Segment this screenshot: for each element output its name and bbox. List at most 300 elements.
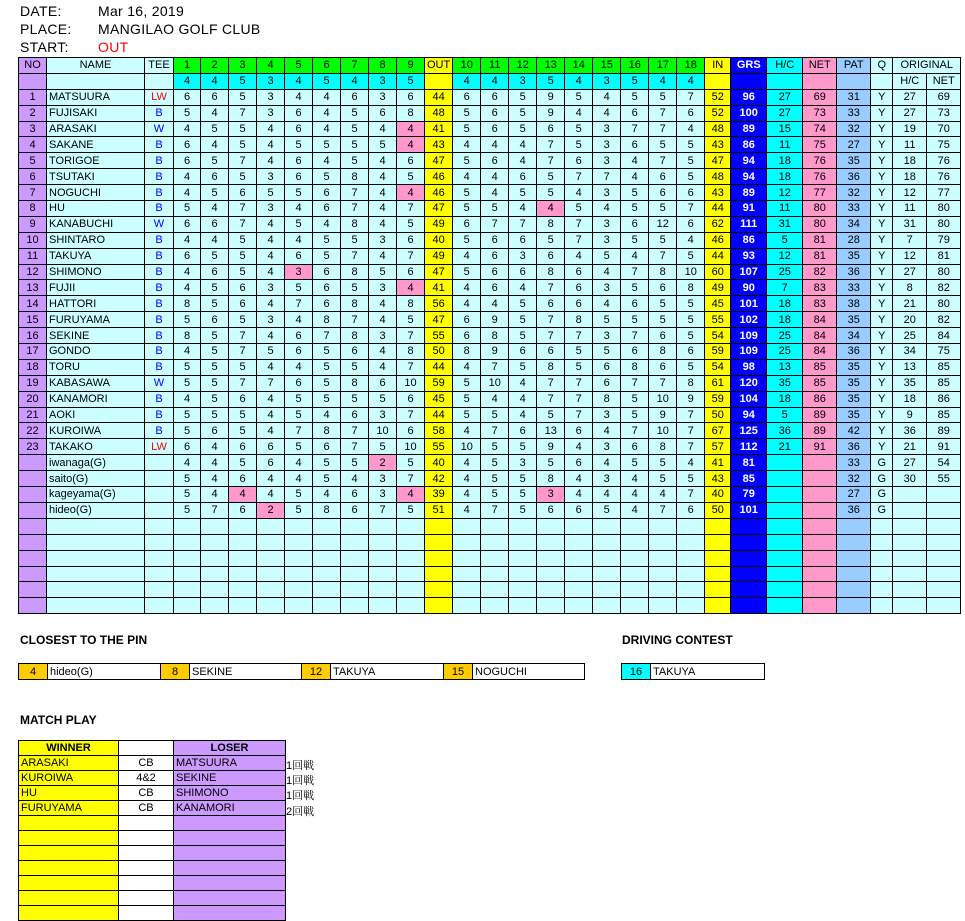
empty-hc [767, 550, 803, 566]
col-orig-hc-header: H/C [893, 73, 927, 89]
hole-header: 10 [453, 58, 481, 74]
player-row [19, 280, 961, 296]
col-original-header: ORIGINAL [893, 58, 961, 74]
hole-score: 4 [621, 248, 649, 264]
match-empty-row [19, 846, 286, 861]
player-grs: 79 [731, 487, 767, 503]
match-empty-result [119, 876, 174, 891]
hole-score: 9 [537, 105, 565, 121]
hole-score: 5 [313, 248, 341, 264]
hole-score: 6 [481, 105, 509, 121]
empty-grs [731, 566, 767, 582]
hole-score: 7 [397, 201, 425, 217]
hole-score: 4 [453, 137, 481, 153]
empty-net [803, 534, 837, 550]
match-empty-winner [19, 876, 119, 891]
hole-score: 7 [229, 375, 257, 391]
hole-score: 4 [453, 487, 481, 503]
player-tee: B [145, 407, 174, 423]
par-value: 5 [397, 73, 425, 89]
player-hc: 7 [767, 280, 803, 296]
hole-score: 8 [174, 296, 201, 312]
empty-hc [767, 582, 803, 598]
hole-score: 6 [397, 391, 425, 407]
empty-orig-hc [893, 550, 927, 566]
hole-score: 5 [509, 296, 537, 312]
hole-score: 5 [649, 471, 677, 487]
player-grs: 101 [731, 296, 767, 312]
player-out: 44 [425, 359, 453, 375]
hole-score: 5 [481, 407, 509, 423]
player-out: 46 [425, 169, 453, 185]
hole-score: 6 [481, 264, 509, 280]
player-out: 55 [425, 439, 453, 455]
empty-out [425, 566, 453, 582]
hole-score: 6 [285, 328, 313, 344]
hole-score: 5 [453, 185, 481, 201]
hole-score: 5 [201, 280, 229, 296]
player-no: 19 [19, 375, 47, 391]
player-in: 44 [705, 248, 731, 264]
player-q: Y [871, 232, 893, 248]
col-q-header: Q [871, 58, 893, 74]
hole-score: 3 [369, 328, 397, 344]
hole-score: 5 [677, 137, 705, 153]
empty-hole [649, 598, 677, 614]
player-hc: 11 [767, 201, 803, 217]
hole-score: 5 [174, 502, 201, 518]
player-in: 61 [705, 375, 731, 391]
hole-score: 6 [229, 439, 257, 455]
par-value: 4 [341, 73, 369, 89]
match-empty-loser [174, 906, 286, 921]
player-row [19, 137, 961, 153]
empty-in [705, 582, 731, 598]
player-hc: 18 [767, 296, 803, 312]
hole-score: 5 [341, 280, 369, 296]
hole-score: 5 [285, 487, 313, 503]
hole-score: 6 [481, 232, 509, 248]
player-name: HU [47, 201, 145, 217]
hole-score: 5 [621, 232, 649, 248]
player-orig-hc: 7 [893, 232, 927, 248]
empty-hole [649, 534, 677, 550]
driving-title: DRIVING CONTEST [622, 633, 733, 647]
hole-score: 6 [621, 137, 649, 153]
player-orig-net: 89 [927, 423, 961, 439]
hole-score: 7 [621, 264, 649, 280]
player-net [803, 455, 837, 471]
match-row [19, 756, 286, 771]
hole-score: 8 [341, 375, 369, 391]
player-pat: 27 [837, 137, 871, 153]
hole-score: 7 [229, 201, 257, 217]
hole-score: 4 [174, 232, 201, 248]
hole-score: 4 [369, 185, 397, 201]
player-no: 7 [19, 185, 47, 201]
hole-score: 4 [593, 296, 621, 312]
hole-score: 5 [453, 105, 481, 121]
hole-score: 5 [677, 169, 705, 185]
hole-score: 5 [453, 232, 481, 248]
scorecard-table [18, 57, 961, 614]
hole-score: 6 [397, 232, 425, 248]
empty-no [19, 566, 47, 582]
hole-score: 5 [174, 375, 201, 391]
empty-hole [537, 534, 565, 550]
player-out: 55 [425, 328, 453, 344]
player-net: 77 [803, 185, 837, 201]
hole-score: 3 [593, 439, 621, 455]
player-hc: 18 [767, 169, 803, 185]
hole-score: 5 [174, 312, 201, 328]
player-pat: 35 [837, 312, 871, 328]
hole-score: 8 [341, 264, 369, 280]
match-empty-row [19, 876, 286, 891]
hole-score: 5 [537, 185, 565, 201]
hole-score: 5 [677, 296, 705, 312]
hole-score: 8 [341, 328, 369, 344]
player-q: Y [871, 121, 893, 137]
player-grs: 93 [731, 248, 767, 264]
hole-score: 4 [453, 280, 481, 296]
hole-score: 5 [397, 455, 425, 471]
hole-score: 5 [397, 216, 425, 232]
hole-score: 3 [257, 89, 285, 105]
hole-score: 3 [593, 328, 621, 344]
hole-score: 4 [593, 455, 621, 471]
hole-score: 6 [565, 502, 593, 518]
player-net: 80 [803, 201, 837, 217]
empty-hole [593, 518, 621, 534]
player-net: 73 [803, 105, 837, 121]
player-q: Y [871, 105, 893, 121]
empty-row [19, 534, 961, 550]
player-net: 81 [803, 232, 837, 248]
player-orig-net: 85 [927, 375, 961, 391]
par-pat [837, 73, 871, 89]
hole-score: 8 [677, 375, 705, 391]
hole-score: 8 [341, 216, 369, 232]
player-tee: B [145, 264, 174, 280]
par-value: 3 [593, 73, 621, 89]
match-result: CB [119, 786, 174, 801]
hole-score: 6 [677, 185, 705, 201]
hole-score: 5 [313, 137, 341, 153]
player-in: 45 [705, 296, 731, 312]
hole-score: 7 [677, 487, 705, 503]
hole-score: 7 [649, 153, 677, 169]
empty-hc [767, 534, 803, 550]
player-no: 10 [19, 232, 47, 248]
player-orig-net: 77 [927, 185, 961, 201]
hole-score: 10 [397, 375, 425, 391]
col-no-header: NO [19, 58, 47, 74]
empty-hole [369, 518, 397, 534]
player-pat: 42 [837, 423, 871, 439]
player-in: 48 [705, 169, 731, 185]
place-value: MANGILAO GOLF CLUB [98, 21, 261, 37]
match-winner: FURUYAMA [19, 801, 119, 816]
player-name: iwanaga(G) [47, 455, 145, 471]
hole-score: 5 [509, 105, 537, 121]
hole-score: 6 [285, 344, 313, 360]
hole-score: 6 [257, 455, 285, 471]
hole-score: 7 [565, 232, 593, 248]
empty-hole [481, 566, 509, 582]
hole-score: 6 [481, 248, 509, 264]
player-tee: W [145, 375, 174, 391]
player-orig-net: 73 [927, 105, 961, 121]
hole-score: 5 [174, 471, 201, 487]
hole-score: 5 [201, 344, 229, 360]
empty-hole [313, 566, 341, 582]
hole-score: 4 [369, 201, 397, 217]
par-value: 4 [649, 73, 677, 89]
par-in [705, 73, 731, 89]
match-empty-winner [19, 831, 119, 846]
empty-hole [229, 534, 257, 550]
hole-score: 5 [565, 344, 593, 360]
hole-score: 3 [369, 487, 397, 503]
player-row [19, 105, 961, 121]
hole-score: 5 [621, 89, 649, 105]
player-out: 49 [425, 248, 453, 264]
player-net: 83 [803, 296, 837, 312]
hole-score: 4 [621, 169, 649, 185]
hole-score: 6 [537, 296, 565, 312]
empty-hole [229, 598, 257, 614]
player-grs: 100 [731, 105, 767, 121]
empty-hole [453, 566, 481, 582]
player-hc: 25 [767, 344, 803, 360]
par-value: 5 [229, 73, 257, 89]
hole-score: 7 [649, 121, 677, 137]
hole-score: 6 [174, 248, 201, 264]
hole-score: 8 [174, 328, 201, 344]
hole-score: 7 [593, 169, 621, 185]
hole-score: 8 [537, 264, 565, 280]
hole-score: 8 [621, 359, 649, 375]
player-orig-hc: 18 [893, 153, 927, 169]
empty-hole [593, 582, 621, 598]
empty-net [803, 566, 837, 582]
hole-score: 4 [313, 407, 341, 423]
hole-score: 7 [201, 502, 229, 518]
hole-score: 5 [509, 502, 537, 518]
empty-q [871, 534, 893, 550]
player-name: FURUYAMA [47, 312, 145, 328]
player-orig-net: 82 [927, 280, 961, 296]
hole-score: 7 [649, 375, 677, 391]
hole-score: 6 [201, 216, 229, 232]
hole-header: 13 [537, 58, 565, 74]
col-out-header: OUT [425, 58, 453, 74]
hole-score: 4 [649, 487, 677, 503]
hole-score: 5 [313, 359, 341, 375]
hole-score: 5 [565, 89, 593, 105]
empty-hole [565, 598, 593, 614]
hole-score: 6 [649, 185, 677, 201]
hole-score: 6 [649, 359, 677, 375]
player-row [19, 487, 961, 503]
empty-hole [537, 550, 565, 566]
player-no: 20 [19, 391, 47, 407]
hole-score: 5 [565, 137, 593, 153]
empty-hole [341, 550, 369, 566]
player-orig-hc: 27 [893, 264, 927, 280]
hole-score: 5 [174, 105, 201, 121]
hole-score: 6 [174, 216, 201, 232]
empty-hole [285, 566, 313, 582]
player-pat: 35 [837, 391, 871, 407]
player-q: Y [871, 328, 893, 344]
player-pat: 35 [837, 248, 871, 264]
hole-score: 8 [313, 423, 341, 439]
empty-grs [731, 582, 767, 598]
match-winner: KUROIWA [19, 771, 119, 786]
empty-hole [677, 598, 705, 614]
hole-score: 7 [621, 375, 649, 391]
hole-score: 4 [509, 375, 537, 391]
empty-hole [649, 550, 677, 566]
hole-score: 8 [649, 344, 677, 360]
empty-grs [731, 598, 767, 614]
player-grs: 81 [731, 455, 767, 471]
empty-row [19, 566, 961, 582]
col-hc-header: H/C [767, 58, 803, 74]
player-hc: 27 [767, 105, 803, 121]
hole-score: 3 [593, 137, 621, 153]
hole-score: 7 [649, 105, 677, 121]
hole-header: 4 [257, 58, 285, 74]
hole-score: 4 [257, 391, 285, 407]
hole-score: 7 [565, 375, 593, 391]
hole-score: 4 [201, 105, 229, 121]
empty-tee [145, 534, 174, 550]
player-out: 47 [425, 201, 453, 217]
hole-score: 6 [621, 344, 649, 360]
player-grs: 107 [731, 264, 767, 280]
match-loser: SHIMONO [174, 786, 286, 801]
hole-score: 6 [201, 423, 229, 439]
closest-name: TAKUYA [331, 664, 444, 680]
hole-score: 6 [509, 264, 537, 280]
player-no: 11 [19, 248, 47, 264]
empty-hole [453, 582, 481, 598]
hole-score: 3 [369, 471, 397, 487]
hole-score: 4 [285, 232, 313, 248]
player-out: 47 [425, 312, 453, 328]
hole-score: 6 [201, 312, 229, 328]
hole-score: 5 [481, 487, 509, 503]
hole-score: 5 [341, 153, 369, 169]
player-out: 42 [425, 471, 453, 487]
player-in: 54 [705, 359, 731, 375]
par-name [47, 73, 145, 89]
hole-score: 8 [537, 471, 565, 487]
hole-score: 5 [453, 153, 481, 169]
hole-score: 5 [229, 312, 257, 328]
empty-hole [509, 518, 537, 534]
match-empty-result [119, 831, 174, 846]
empty-in [705, 534, 731, 550]
player-grs: 125 [731, 423, 767, 439]
match-empty-row [19, 861, 286, 876]
hole-score: 4 [453, 423, 481, 439]
player-no [19, 487, 47, 503]
hole-score: 9 [481, 344, 509, 360]
hole-score: 5 [649, 232, 677, 248]
player-orig-hc: 30 [893, 471, 927, 487]
player-hc: 36 [767, 423, 803, 439]
hole-score: 6 [369, 375, 397, 391]
empty-hole [341, 598, 369, 614]
player-net: 89 [803, 423, 837, 439]
player-tee: B [145, 137, 174, 153]
empty-out [425, 598, 453, 614]
hole-score: 4 [481, 169, 509, 185]
empty-hole [537, 598, 565, 614]
player-row [19, 312, 961, 328]
hole-score: 4 [369, 344, 397, 360]
empty-net [803, 550, 837, 566]
empty-hc [767, 598, 803, 614]
player-no: 14 [19, 296, 47, 312]
hole-score: 6 [285, 105, 313, 121]
player-q: Y [871, 216, 893, 232]
hole-score: 3 [593, 121, 621, 137]
player-no: 17 [19, 344, 47, 360]
player-in: 50 [705, 502, 731, 518]
hole-score: 4 [257, 137, 285, 153]
hole-score: 5 [649, 312, 677, 328]
hole-score: 6 [621, 296, 649, 312]
match-loser: SEKINE [174, 771, 286, 786]
player-orig-hc: 27 [893, 455, 927, 471]
player-hc [767, 487, 803, 503]
player-orig-hc: 34 [893, 344, 927, 360]
empty-hole [565, 518, 593, 534]
empty-hole [201, 534, 229, 550]
player-net: 75 [803, 137, 837, 153]
empty-hole [453, 518, 481, 534]
hole-score: 7 [397, 359, 425, 375]
hole-score: 5 [509, 121, 537, 137]
hole-score: 6 [229, 502, 257, 518]
player-pat: 36 [837, 169, 871, 185]
hole-header: 9 [397, 58, 425, 74]
empty-hole [285, 598, 313, 614]
empty-grs [731, 534, 767, 550]
player-orig-hc: 9 [893, 407, 927, 423]
player-grs: 101 [731, 502, 767, 518]
hole-score: 4 [174, 455, 201, 471]
match-empty-loser [174, 891, 286, 906]
player-in: 49 [705, 280, 731, 296]
winner-header: WINNER [19, 741, 119, 756]
empty-hole [453, 550, 481, 566]
player-grs: 98 [731, 359, 767, 375]
player-pat: 32 [837, 185, 871, 201]
hole-score: 5 [509, 185, 537, 201]
player-row [19, 169, 961, 185]
hole-score: 5 [285, 439, 313, 455]
hole-score: 5 [341, 105, 369, 121]
empty-hole [369, 534, 397, 550]
hole-header: 7 [341, 58, 369, 74]
player-grs: 102 [731, 312, 767, 328]
